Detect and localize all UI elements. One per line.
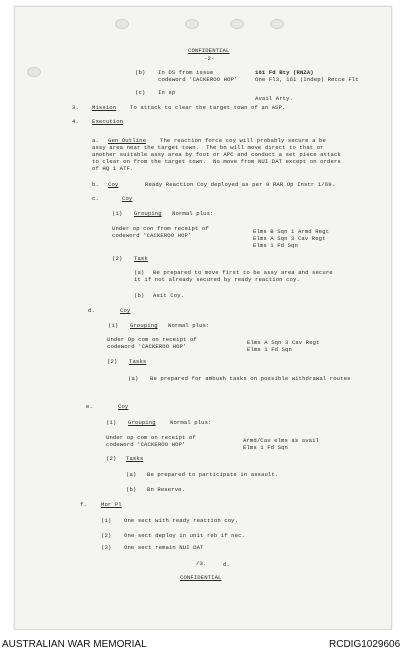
sub-heading: Coy (122, 195, 133, 202)
sub-label: d. (88, 307, 95, 314)
sub-heading: Coy (118, 403, 129, 410)
para-text: to clear on from the target town. No move from NUI DAT except on orders (92, 158, 341, 165)
para-text: of HQ 1 ATF. (92, 165, 134, 172)
classification-bottom: CONFIDENTIAL (180, 574, 222, 581)
task-text: it if not already secured by ready reaction coy. (134, 276, 300, 283)
para-number: 4. (72, 118, 79, 125)
unit-text: Avail Arty. (255, 95, 294, 102)
under-text: codeword 'CACKEROO HOP' (107, 343, 187, 350)
task-text: Bn Reserve. (147, 486, 186, 493)
grouping-heading: Grouping (130, 322, 158, 329)
section-heading: Execution (92, 118, 124, 125)
item-text: In sp (158, 89, 176, 96)
sub-label: b. (92, 181, 99, 188)
item-label: (2) (106, 455, 117, 462)
item-label: (a) (134, 269, 145, 276)
grouping-text: Normal plus: (168, 322, 210, 329)
unit-text: One Fl3, 161 (Indep) Recce Flt (255, 76, 359, 83)
punch-hole (185, 19, 199, 29)
punch-hole (115, 19, 129, 29)
archive-reference: RCDIG1029606 (329, 639, 401, 650)
para-text: To attack to clear the target town of an ASP. (130, 104, 286, 111)
task-text: Be prepared to move first to be assy area and secure (153, 269, 333, 276)
grouping-text: Normal plus: (170, 419, 212, 426)
under-text: Under op con from receipt of (112, 225, 209, 232)
para-text: The reaction force coy will probably secure a be (160, 137, 326, 144)
item-label: (b) (135, 69, 146, 76)
under-text: Under op com on receipt of (106, 434, 196, 441)
item-label: (2) (107, 358, 118, 365)
elms-text: Elms A Sqn 3 Cav Regt (247, 339, 320, 346)
elms-text: Elms 1 Fd Sqn (253, 242, 298, 249)
under-text: Under Op com on receipt of (107, 336, 197, 343)
task-text: Be prepared to participate in assault. (147, 471, 279, 478)
item-label: (3) (101, 544, 112, 551)
elms-text: Elms A Sqn 3 Cav Regt (253, 235, 326, 242)
elms-text: Elms B Sqn 1 Armd Regt (253, 228, 330, 235)
para-text: Ready Reaction Coy deployed as per 9 RAR Op Instr 1/69. (145, 181, 336, 188)
next-page-marker: /3. (196, 560, 207, 567)
grouping-heading: Grouping (134, 210, 162, 217)
elms-text: Elms 1 Fd Sqn (247, 346, 292, 353)
sub-label: e. (86, 403, 93, 410)
item-label: (1) (101, 517, 112, 524)
para-number: 3. (72, 104, 79, 111)
item-text: codeword 'CACKEROO HOP' (158, 76, 238, 83)
under-text: codeword 'CACKEROO HOP' (106, 441, 186, 448)
item-label: (2) (112, 255, 123, 262)
grouping-text: Normal plus: (172, 210, 214, 217)
para-text: assy area near the target town. The bn will move direct to that or (92, 144, 324, 151)
item-label: (2) (101, 532, 112, 539)
page-marker: -2- (204, 55, 215, 62)
handwritten-mark: d. (223, 561, 230, 568)
punch-hole (230, 19, 244, 29)
tasks-heading: Tasks (126, 455, 144, 462)
sub-label: a. (92, 137, 99, 144)
sub-heading: Gen Outline (108, 137, 147, 144)
item-label: (1) (106, 419, 117, 426)
archive-name: AUSTRALIAN WAR MEMORIAL (2, 639, 147, 650)
section-heading: Mission (92, 104, 117, 111)
task-text: Be prepared for ambush tasks on possible withdrawal routes (150, 375, 351, 382)
item-label: (c) (135, 89, 146, 96)
mor-text: One sect deploy in unit reb if nec. (124, 532, 245, 539)
item-label: (b) (134, 292, 145, 299)
mor-text: One sect remain NUI DAT (124, 544, 204, 551)
under-text: codeword 'CACKEROO HOP' (112, 232, 192, 239)
tasks-heading: Task (134, 255, 148, 262)
item-label: (1) (108, 322, 119, 329)
para-text: another suitable assy area by foot or APC and conduct a set piece attack (92, 151, 341, 158)
item-text: In DS from issue (158, 69, 214, 76)
sub-heading: Coy (120, 307, 131, 314)
elms-text: Elms 1 Fd Sqn (243, 444, 288, 451)
item-label: (a) (128, 375, 139, 382)
elms-text: Armd/Cav elms as avail (243, 437, 320, 444)
punch-hole (270, 19, 284, 29)
mor-text: One sect with ready reaction coy. (124, 517, 239, 524)
punch-hole (27, 67, 41, 77)
sub-heading: Mor Pl (101, 501, 122, 508)
sub-heading: Coy (108, 181, 119, 188)
item-label: (a) (126, 471, 137, 478)
classification-top: CONFIDENTIAL (188, 47, 230, 54)
item-label: (1) (112, 210, 123, 217)
tasks-heading: Tasks (129, 358, 147, 365)
item-label: (b) (126, 486, 137, 493)
sub-label: c. (92, 195, 99, 202)
unit-text: 161 Fd Bty (RNZA) (255, 69, 314, 76)
sub-label: f. (80, 501, 87, 508)
task-text: Asit Coy. (153, 292, 185, 299)
grouping-heading: Grouping (128, 419, 156, 426)
